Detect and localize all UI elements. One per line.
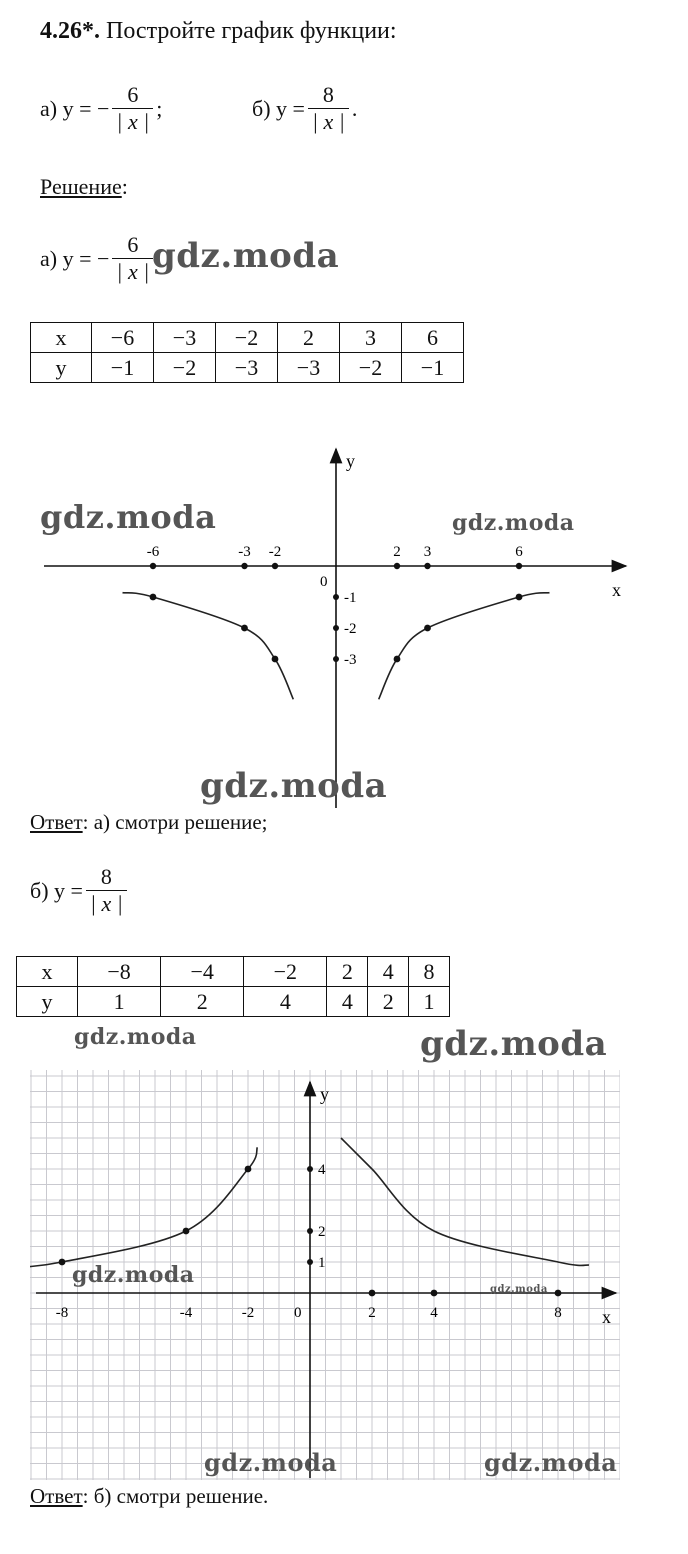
x-tick-label: 4	[430, 1305, 438, 1321]
section-b-expression	[30, 864, 130, 917]
part-b-suffix: .	[351, 95, 358, 121]
y-tick-label: 2	[318, 1224, 326, 1240]
x-tick-mark	[241, 563, 247, 569]
data-point	[394, 656, 401, 663]
watermark: gdz.moda	[204, 1448, 338, 1477]
graph-a	[30, 435, 630, 810]
answer-a	[30, 810, 268, 835]
watermark: gdz.moda	[484, 1448, 618, 1477]
table-header-y: y	[17, 987, 78, 1017]
function-curve	[30, 1147, 257, 1268]
function-curve	[123, 593, 294, 700]
data-point	[516, 594, 523, 601]
table-row	[17, 957, 450, 987]
solution-heading	[40, 174, 128, 200]
problem-title	[40, 18, 397, 45]
solution-heading-text: Решение	[40, 174, 122, 199]
values-table-b	[16, 956, 450, 1017]
answer-b-text: : б) смотри решение.	[82, 1484, 269, 1508]
section-b-numerator: 8	[100, 864, 112, 889]
section-b-fraction	[86, 864, 127, 917]
section-a-fraction	[112, 232, 153, 285]
x-axis-label: x	[602, 1307, 611, 1327]
y-tick-mark	[307, 1259, 313, 1265]
values-table-a	[30, 322, 464, 383]
x-tick-label: 3	[423, 544, 432, 560]
part-b-label: б) y =	[252, 95, 305, 121]
x-tick-label: 2	[393, 544, 401, 560]
section-b-denominator: | x |	[86, 890, 127, 917]
data-point	[369, 1290, 376, 1297]
x-tick-label: 2	[368, 1305, 376, 1321]
table-cell: −1	[402, 353, 464, 383]
y-tick-mark	[333, 656, 339, 662]
x-tick-label: -8	[55, 1305, 69, 1321]
y-tick-label: -2	[344, 621, 357, 637]
data-point	[555, 1290, 562, 1297]
watermark: gdz.moda	[200, 766, 388, 806]
solution-heading-colon: :	[121, 174, 128, 199]
x-tick-label: 8	[554, 1305, 562, 1321]
table-cell: 1	[78, 987, 161, 1017]
table-cell: −6	[92, 323, 154, 353]
answer-b-word: Ответ	[30, 1484, 83, 1508]
problem-part-a	[40, 82, 162, 135]
x-tick-label: -4	[179, 1305, 193, 1321]
answer-a-word: Ответ	[30, 810, 83, 834]
table-cell: −3	[154, 323, 216, 353]
y-axis-label: y	[320, 1084, 329, 1104]
x-tick-mark	[394, 563, 400, 569]
table-cell: −2	[244, 957, 327, 987]
problem-part-b	[252, 82, 357, 135]
part-b-fraction	[308, 82, 349, 135]
x-tick-label: -2	[241, 1305, 255, 1321]
table-cell: 1	[409, 987, 450, 1017]
table-cell: −8	[78, 957, 161, 987]
x-tick-mark	[424, 563, 430, 569]
table-header-y: y	[31, 353, 92, 383]
data-point	[59, 1259, 66, 1266]
x-tick-mark	[516, 563, 522, 569]
table-cell: −2	[216, 323, 278, 353]
table-cell: −2	[340, 353, 402, 383]
function-curve	[379, 593, 550, 700]
part-a-suffix: ;	[156, 95, 163, 121]
y-tick-label: -3	[344, 652, 357, 668]
table-cell: 2	[161, 987, 244, 1017]
table-cell: −1	[92, 353, 154, 383]
section-a-denominator: | x |	[112, 258, 153, 285]
part-a-label: а) y = −	[40, 95, 110, 121]
data-point	[183, 1228, 190, 1235]
y-tick-mark	[307, 1228, 313, 1234]
part-a-numerator: 6	[127, 82, 139, 107]
x-tick-mark	[272, 563, 278, 569]
x-axis-label: x	[612, 580, 621, 600]
watermark: gdz.moda	[420, 1024, 608, 1064]
part-a-fraction	[112, 82, 153, 135]
watermark: gdz.moda	[152, 236, 340, 276]
part-a-denominator: | x |	[112, 108, 153, 135]
watermark: gdz.moda	[74, 1024, 197, 1050]
y-tick-mark	[333, 594, 339, 600]
problem-number: 4.26*.	[40, 18, 100, 44]
origin-label: 0	[294, 1305, 302, 1321]
table-cell: 3	[340, 323, 402, 353]
y-tick-mark	[307, 1166, 313, 1172]
table-cell: −3	[216, 353, 278, 383]
data-point	[150, 594, 157, 601]
table-cell: 8	[409, 957, 450, 987]
table-cell: 4	[327, 987, 368, 1017]
problem-statement: Постройте график функции:	[106, 18, 397, 44]
table-cell: 2	[368, 987, 409, 1017]
answer-b	[30, 1484, 268, 1509]
part-b-numerator: 8	[322, 82, 334, 107]
table-cell: −3	[278, 353, 340, 383]
x-tick-label: -3	[238, 544, 251, 560]
section-a-expression	[40, 232, 156, 285]
part-b-denominator: | x |	[308, 108, 349, 135]
table-header-x: x	[31, 323, 92, 353]
section-a-label: а) y = −	[40, 245, 110, 271]
x-tick-label: -6	[146, 544, 160, 560]
table-cell: 6	[402, 323, 464, 353]
table-cell: 2	[278, 323, 340, 353]
data-point	[272, 656, 279, 663]
x-tick-label: 6	[515, 544, 523, 560]
table-cell: 4	[244, 987, 327, 1017]
watermark: gdz.moda	[490, 1284, 548, 1295]
data-point	[241, 625, 248, 632]
x-tick-label: -2	[268, 544, 282, 560]
y-axis-label: y	[346, 451, 355, 471]
y-tick-mark	[333, 625, 339, 631]
watermark: gdz.moda	[72, 1262, 195, 1288]
y-tick-label: 4	[318, 1162, 326, 1178]
origin-label: 0	[320, 574, 328, 590]
y-tick-label: -1	[344, 590, 357, 606]
table-header-x: x	[17, 957, 78, 987]
data-point	[245, 1166, 252, 1173]
watermark: gdz.moda	[452, 510, 575, 536]
watermark: gdz.moda	[40, 498, 217, 536]
section-a-numerator: 6	[127, 232, 139, 257]
data-point	[424, 625, 431, 632]
table-cell: −4	[161, 957, 244, 987]
answer-a-text: : а) смотри решение;	[82, 810, 268, 834]
table-row	[31, 323, 464, 353]
y-tick-label: 1	[318, 1255, 326, 1271]
x-tick-mark	[150, 563, 156, 569]
section-b-label: б) y =	[30, 877, 83, 903]
table-cell: 2	[327, 957, 368, 987]
table-row	[17, 987, 450, 1017]
table-cell: −2	[154, 353, 216, 383]
data-point	[431, 1290, 438, 1297]
table-row	[31, 353, 464, 383]
table-cell: 4	[368, 957, 409, 987]
